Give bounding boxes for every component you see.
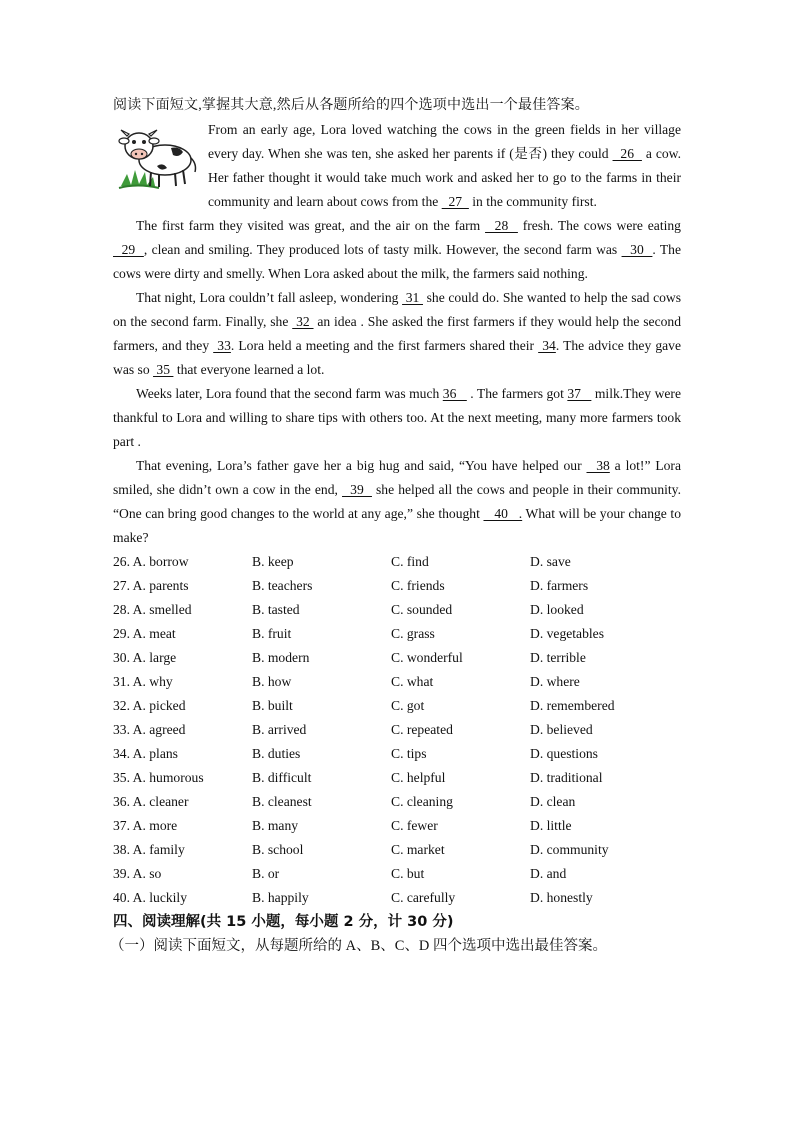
passage-text: an idea . She asked the first farmers if they would help the second farmers, and they <box>113 314 681 353</box>
blank-40: 40 . <box>483 506 523 521</box>
option-d: D. looked <box>530 602 584 617</box>
option-b: B. cleanest <box>252 794 312 809</box>
paragraph-5 <box>113 454 681 550</box>
option-row <box>113 598 681 622</box>
option-c: C. fewer <box>391 818 438 833</box>
option-row <box>113 766 681 790</box>
option-row <box>113 550 681 574</box>
subsection-instruction: （一）阅读下面短文，从每题所给的 A、B、C、D 四个选项中选出最佳答案。 <box>110 938 608 954</box>
option-c: C. cleaning <box>391 794 453 809</box>
option-a: 39. A. so <box>113 866 162 881</box>
blank-27: 27 <box>441 194 469 209</box>
option-d: D. terrible <box>530 650 586 665</box>
option-a: 28. A. smelled <box>113 602 192 617</box>
option-a: 38. A. family <box>113 842 185 857</box>
option-d: D. community <box>530 842 609 857</box>
option-row <box>113 670 681 694</box>
option-b: B. school <box>252 842 304 857</box>
passage-text: , clean and smiling. They produced lots of tasty milk. However, the second farm was <box>143 242 622 257</box>
option-c: C. market <box>391 842 445 857</box>
blank-28: 28 <box>485 218 518 233</box>
option-d: D. little <box>530 818 572 833</box>
passage-text: . The farmers got <box>466 386 568 401</box>
option-a: 29. A. meat <box>113 626 176 641</box>
option-d: D. believed <box>530 722 593 737</box>
option-c: C. but <box>391 866 425 881</box>
option-row <box>113 718 681 742</box>
option-c: C. sounded <box>391 602 453 617</box>
paragraph-1 <box>113 118 681 214</box>
option-a: 31. A. why <box>113 674 173 689</box>
option-row <box>113 838 681 862</box>
option-c: C. grass <box>391 626 435 641</box>
option-d: D. traditional <box>530 770 603 785</box>
option-row <box>113 622 681 646</box>
instruction: 阅读下面短文,掌握其大意,然后从各题所给的四个选项中选出一个最佳答案。 <box>113 98 589 113</box>
illustration-wrap <box>113 118 208 214</box>
option-b: B. keep <box>252 554 294 569</box>
passage-text: a lot!” Lora smiled, she didn’t own a cow in the end, <box>113 458 681 497</box>
blank-38: 38 <box>586 458 610 473</box>
option-row <box>113 742 681 766</box>
option-c: C. what <box>391 674 434 689</box>
option-a: 30. A. large <box>113 650 177 665</box>
blank-39: 39 <box>342 482 372 497</box>
paragraph-3 <box>113 286 681 382</box>
blank-26: 26 <box>612 146 642 161</box>
exam-page <box>110 94 682 958</box>
option-d: D. questions <box>530 746 598 761</box>
option-row <box>113 790 681 814</box>
option-d: D. save <box>530 554 571 569</box>
passage-text: in the community first. <box>468 194 597 209</box>
option-a: 36. A. cleaner <box>113 794 189 809</box>
passage-text: Weeks later, Lora found that the second farm was much <box>136 386 443 401</box>
option-c: C. wonderful <box>391 650 463 665</box>
option-c: C. repeated <box>391 722 453 737</box>
passage-text: . The cows were dirty and smelly. When Lora asked about the milk, the farmers said nothing. <box>113 242 682 281</box>
option-a: 33. A. agreed <box>113 722 186 737</box>
section-title: 四、阅读理解(共 15 小题，每小题 2 分，计 30 分) <box>113 914 454 930</box>
option-d: D. and <box>530 866 567 881</box>
blank-33: 33 <box>213 338 231 353</box>
option-b: B. built <box>252 698 293 713</box>
passage-text: a cow. Her father thought it would take much work and asked her to go to the farms in their community and learn about cows from the <box>208 146 681 209</box>
option-b: B. arrived <box>252 722 307 737</box>
option-c: C. helpful <box>391 770 446 785</box>
options-table <box>113 550 681 910</box>
option-b: B. or <box>252 866 280 881</box>
blank-32: 32 <box>292 314 314 329</box>
passage-text: What will be your change to make? <box>113 506 682 545</box>
option-row <box>113 814 681 838</box>
option-a: 35. A. humorous <box>113 770 204 785</box>
option-b: B. teachers <box>252 578 313 593</box>
blank-37: 37 <box>567 386 592 401</box>
option-c: C. find <box>391 554 429 569</box>
option-b: B. modern <box>252 650 310 665</box>
blank-31: 31 <box>402 290 423 305</box>
passage-text: That evening, Lora’s father gave her a big hug and said, “You have helped our <box>136 458 587 473</box>
passage-text: The first farm they visited was great, and the air on the farm <box>136 218 486 233</box>
blank-36: 36 <box>442 386 467 401</box>
option-b: B. duties <box>252 746 301 761</box>
option-c: C. friends <box>391 578 445 593</box>
option-c: C. got <box>391 698 425 713</box>
option-row <box>113 862 681 886</box>
option-a: 32. A. picked <box>113 698 186 713</box>
blank-35: 35 <box>153 362 174 377</box>
option-b: B. many <box>252 818 299 833</box>
option-a: 40. A. luckily <box>113 890 188 905</box>
option-row <box>113 574 681 598</box>
paragraph-4 <box>113 382 681 454</box>
passage-text: she could do. She wanted to help the sad cows on the second farm. Finally, she <box>113 290 682 329</box>
option-row <box>113 886 681 910</box>
blank-34: 34 <box>538 338 556 353</box>
option-row <box>113 694 681 718</box>
option-d: D. farmers <box>530 578 589 593</box>
option-c: C. tips <box>391 746 427 761</box>
option-d: D. clean <box>530 794 576 809</box>
paragraph-2 <box>113 214 681 286</box>
passage-text: From an early age, Lora loved watching the cows in the green fields in her village every day. When she was ten, she asked her parents if (是否) they could <box>208 122 681 161</box>
passage-text: milk.They were thankful to Lora and willing to share tips with others too. At the next meeting, many more farmers took part . <box>113 386 681 449</box>
passage-text: she helped all the cows and people in their community. “One can bring good changes to the world at any age,” she thought <box>113 482 681 521</box>
passage-text: fresh. The cows were eating <box>517 218 681 233</box>
option-c: C. carefully <box>391 890 456 905</box>
passage-text: That night, Lora couldn’t fall asleep, wondering <box>136 290 403 305</box>
option-row <box>113 646 681 670</box>
option-d: D. honestly <box>530 890 593 905</box>
option-d: D. where <box>530 674 580 689</box>
option-b: B. difficult <box>252 770 312 785</box>
passage-text: . The advice they gave was so <box>113 338 682 377</box>
passage-text: that everyone learned a lot. <box>173 362 325 377</box>
option-d: D. remembered <box>530 698 615 713</box>
option-a: 27. A. parents <box>113 578 189 593</box>
option-b: B. how <box>252 674 292 689</box>
blank-30: 30 <box>621 242 653 257</box>
option-a: 34. A. plans <box>113 746 178 761</box>
option-b: B. tasted <box>252 602 300 617</box>
cow-illustration <box>113 122 199 194</box>
option-a: 26. A. borrow <box>113 554 189 569</box>
option-d: D. vegetables <box>530 626 604 641</box>
option-b: B. fruit <box>252 626 292 641</box>
option-a: 37. A. more <box>113 818 178 833</box>
passage-text: . Lora held a meeting and the first farmers shared their <box>230 338 539 353</box>
blank-29: 29 <box>113 242 144 257</box>
option-b: B. happily <box>252 890 309 905</box>
